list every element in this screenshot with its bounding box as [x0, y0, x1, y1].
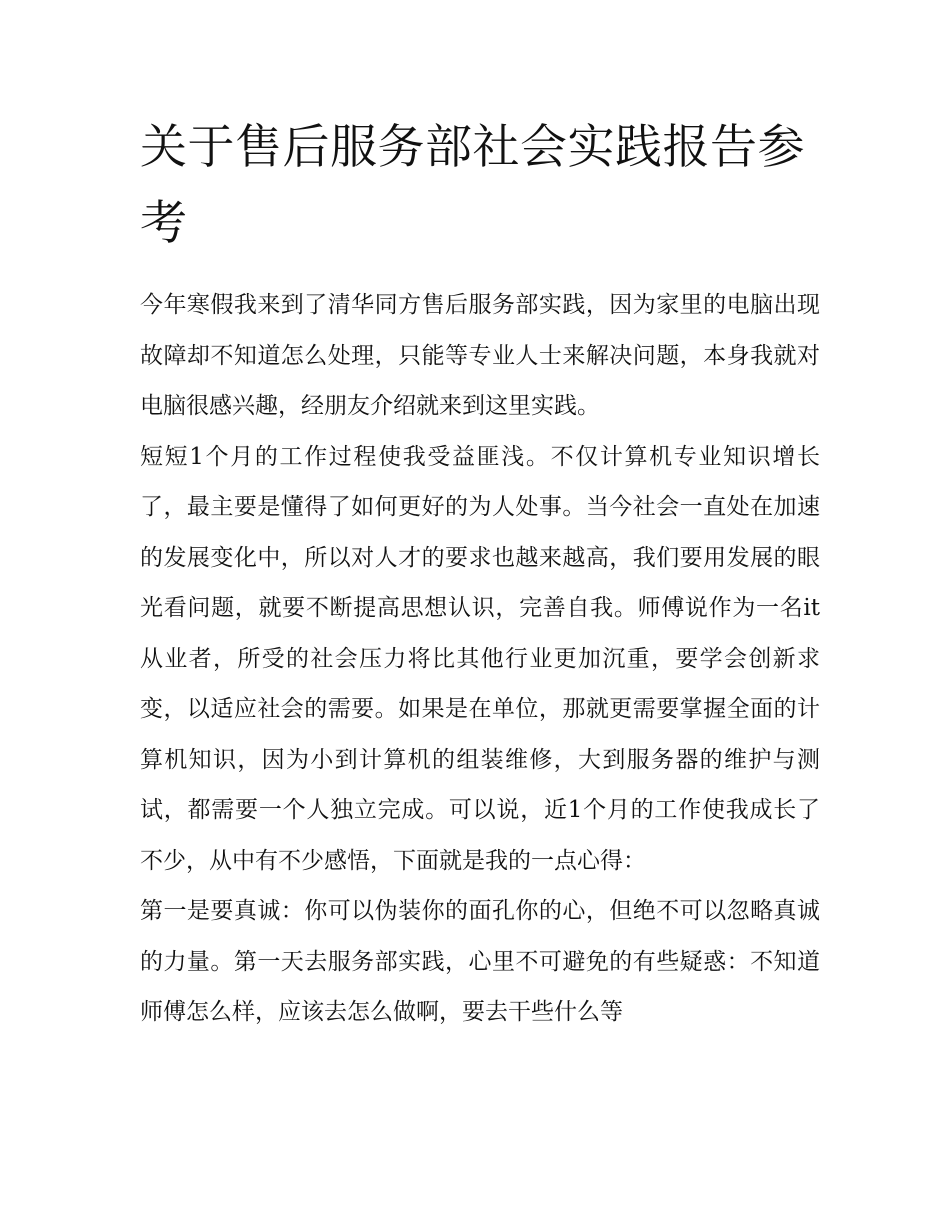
- document-body: [140, 280, 820, 1038]
- paragraph-experience: 短短1个月的工作过程使我受益匪浅。不仅计算机专业知识增长了，最主要是懂得了如何更好的为人处事。当今社会一直处在加速的发展变化中，所以对人才的要求也越来越高，我们要用发展的眼光看问题，就要不断提高思想认识，完善自我。师傅说作为一名it从业者，所受的社会压力将比其他行业更加沉重，要学会创新求变，以适应社会的需要。如果是在单位，那就更需要掌握全面的计算机知识，因为小到计算机的组装维修，大到服务器的维护与测试，都需要一个人独立完成。可以说，近1个月的工作使我成长了不少，从中有不少感悟，下面就是我的一点心得：: [140, 443, 820, 874]
- paragraph-intro: 今年寒假我来到了清华同方售后服务部实践，因为家里的电脑出现故障却不知道怎么处理，只能等专业人士来解决问题，本身我就对电脑很感兴趣，经朋友介绍就来到这里实践。: [140, 292, 820, 419]
- paragraph-sincerity: 第一是要真诚：你可以伪装你的面孔你的心，但绝不可以忽略真诚的力量。第一天去服务部实践，心里不可避免的有些疑惑：不知道师傅怎么样，应该去怎么做啊，要去干些什么等: [140, 898, 820, 1025]
- document-title: 关于售后服务部社会实践报告参考: [140, 120, 805, 251]
